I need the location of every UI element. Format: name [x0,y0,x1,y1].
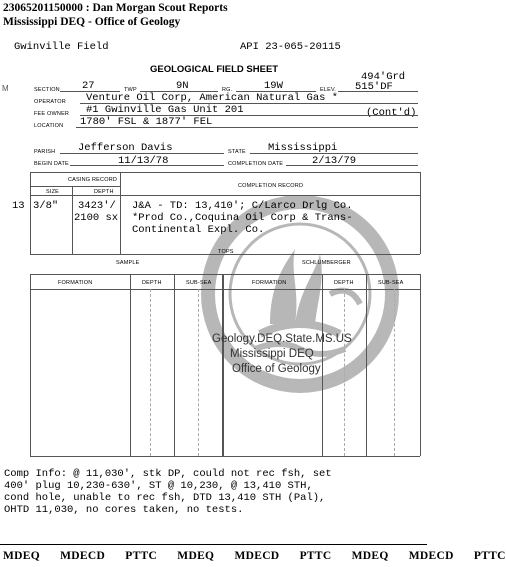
casing-record-label: CASING RECORD [68,177,118,183]
elev-df-value: 515'DF [355,81,393,93]
casing-index: 13 [12,200,25,212]
watermark-url: Geology.DEQ.State.MS.US [212,333,352,345]
fee-owner-value: #1 Gwinville Gas Unit 201 [86,104,244,116]
comp-info-line-3: cond hole, unable to rec fsh, DTD 13,410 STH (Pal), [4,492,326,504]
elev-label: ELEV. [320,87,337,93]
begin-date-value: 11/13/78 [118,155,169,167]
location-label: LOCATION [34,123,64,129]
completion-line-2: *Prod Co.,Coquina Oil Corp & Trans- [132,212,353,224]
sample-depth-header: DEPTH [142,280,162,286]
sheet-title: GEOLOGICAL FIELD SHEET [150,64,279,75]
completion-record-label: COMPLETION RECORD [238,183,304,189]
completion-date-value: 2/13/79 [312,155,357,167]
schlumberger-formation-header: FORMATION [252,280,287,286]
location-value: 1780' FSL & 1877' FEL [80,116,213,128]
state-value: Mississippi [268,142,338,154]
field-sheet-card [0,34,427,544]
casing-depth-value-2: 2100 sx [74,212,119,224]
report-header-source: Mississippi DEQ - Office of Geology [3,16,181,28]
footer-rule [0,544,427,545]
begin-date-label: BEGIN DATE [34,161,69,167]
watermark-office: Office of Geology [232,363,321,375]
casing-depth-label: DEPTH [94,189,114,195]
section-label: SECTION [34,87,60,93]
rg-value: 19W [264,80,283,92]
operator-label: OPERATOR [34,99,66,105]
contd-note: (Cont'd) [366,107,417,119]
completion-date-label: COMPLETION DATE [228,161,284,167]
comp-info-line-4: OHTD 11,030, no cores taken, no tests. [4,504,244,516]
sample-subsea-header: SUB-SEA [186,280,212,286]
elev-grd-value: 494'Grd [361,71,406,83]
field-name: Gwinville Field [14,41,109,53]
schlumberger-depth-header: DEPTH [334,280,354,286]
schlumberger-label: SCHLUMBERGER [302,260,351,266]
comp-info-line-2: 400' plug 10,230-630', ST @ 10,230, @ 13,410 STH, [4,480,313,492]
completion-line-1: J&A - TD: 13,410'; C/Larco Drlg Co. [132,200,353,212]
state-label: STATE [228,149,246,155]
casing-size-label: SIZE [46,189,60,195]
fee-owner-label: FEE OWNER [34,111,70,117]
margin-mark: M [2,84,9,93]
report-header-id: 23065201150000 : Dan Morgan Scout Reports [3,2,228,14]
api-number: API 23-065-20115 [240,41,341,53]
sample-formation-header: FORMATION [58,280,93,286]
footer-agency-strip: MDEQ MDECD PTTC MDEQ MDECD PTTC MDEQ MDECD PTTC [3,550,506,562]
casing-size-value: 3/8" [33,200,59,212]
casing-depth-value-1: 3423'/ [78,200,116,212]
tops-label: TOPS [218,249,234,255]
schlumberger-subsea-header: SUB-SEA [378,280,404,286]
comp-info-line-1: Comp Info: @ 11,030', stk DP, could not rec fsh, set [4,468,332,480]
section-value: 27 [82,80,95,92]
parish-value: Jefferson Davis [78,142,173,154]
twp-value: 9N [176,80,189,92]
rg-label: RG. [222,87,233,93]
completion-line-3: Continental Expl. Co. [132,224,265,236]
parish-label: PARISH [34,149,56,155]
sample-label: SAMPLE [116,260,140,266]
operator-value: Venture Oil Corp, American Natural Gas * [86,92,339,104]
twp-label: TWP [124,87,137,93]
watermark-name: Mississippi DEQ [230,348,314,360]
